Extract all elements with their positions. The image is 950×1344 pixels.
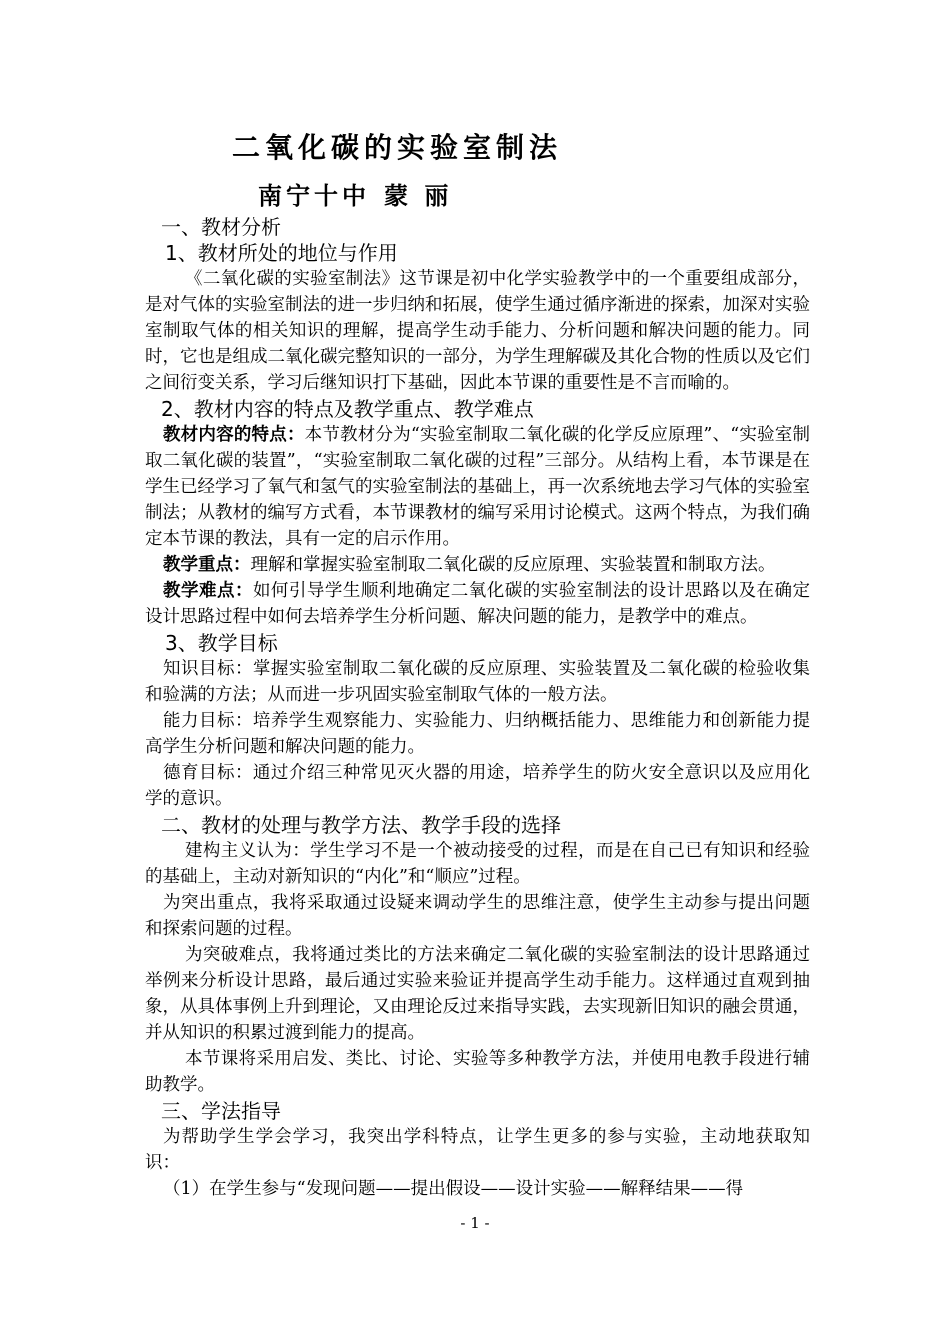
difficulty-label: 教学难点： xyxy=(163,581,253,601)
author-line xyxy=(258,176,452,211)
paragraph-study-item-1: （1）在学生参与“发现问题——提出假设——设计实验——解释结果——得 xyxy=(163,1179,744,1199)
paragraph-teaching-difficulty xyxy=(145,578,810,630)
section-heading-3: 三、学法指导 xyxy=(161,1099,281,1123)
document-title: 二氧化碳的实验室制法 xyxy=(232,131,563,164)
author-name: 蒙 丽 xyxy=(384,181,453,210)
section-heading-1: 一、教材分析 xyxy=(161,215,281,239)
features-label: 教材内容的特点： xyxy=(163,425,305,445)
paragraph-constructivism: 建构主义认为：学生学习不是一个被动接受的过程，而是在自己已有知识和经验的基础上，主动对新知识的“内化”和“顺应”过程。 xyxy=(145,841,810,887)
paragraph-teaching-focus xyxy=(145,552,810,578)
paragraph-content-features xyxy=(145,422,810,552)
difficulty-text: 如何引导学生顺利地确定二氧化碳的实验室制法的设计思路以及在确定设计思路过程中如何去培养学生分析问题、解决问题的能力，是教学中的难点。 xyxy=(145,581,811,627)
author-school: 南宁十中 xyxy=(258,181,370,210)
focus-text: 理解和掌握实验室制取二氧化碳的反应原理、实验装置和制取方法。 xyxy=(250,555,776,575)
paragraph-moral-goal: 德育目标：通过介绍三种常见灭火器的用途，培养学生的防火安全意识以及应用化学的意识。 xyxy=(145,763,810,809)
features-text: 本节教材分为“实验室制取二氧化碳的化学反应原理”、“实验室制取二氧化碳的装置”，“实验室制取二氧化碳的过程”三部分。从结构上看，本节课是在学生已经学习了氧气和氢气的实验室制法的基础上，再一次系统地去学习气体的实验室制法；从教材的编写方式看，本节课教材的编写采用讨论模式。这两个特点，为我们确定本节课的教法，具有一定的启示作用。 xyxy=(145,425,810,549)
subsection-heading-1-2: 2、教材内容的特点及教学重点、教学难点 xyxy=(161,397,534,421)
subsection-heading-1-1: 1、教材所处的地位与作用 xyxy=(165,241,398,265)
paragraph-break-difficulty: 为突破难点，我将通过类比的方法来确定二氧化碳的实验室制法的设计思路通过举例来分析设计思路，最后通过实验来验证并提高学生动手能力。这样通过直观到抽象，从具体事例上升到理论，又由理论反过来指导实践，去实现新旧知识的融会贯通，并从知识的积累过渡到能力的提高。 xyxy=(145,945,810,1043)
document-body xyxy=(145,214,810,1202)
paragraph-highlight-focus: 为突出重点，我将采取通过设疑来调动学生的思维注意，使学生主动参与提出问题和探索问题的过程。 xyxy=(145,893,810,939)
page-number: - 1 - xyxy=(460,1214,490,1232)
paragraph-study-guidance: 为帮助学生学会学习，我突出学科特点，让学生更多的参与实验，主动地获取知识： xyxy=(145,1127,810,1173)
paragraph-ability-goal: 能力目标：培养学生观察能力、实验能力、归纳概括能力、思维能力和创新能力提高学生分析问题和解决问题的能力。 xyxy=(145,711,810,757)
section-heading-2: 二、教材的处理与教学方法、教学手段的选择 xyxy=(161,813,561,837)
focus-label: 教学重点： xyxy=(163,555,251,575)
subsection-heading-1-3: 3、教学目标 xyxy=(165,631,278,655)
paragraph-teaching-methods: 本节课将采用启发、类比、讨论、实验等多种教学方法，并使用电教手段进行辅助教学。 xyxy=(145,1049,810,1095)
paragraph-status-role: 《二氧化碳的实验室制法》这节课是初中化学实验教学中的一个重要组成部分，是对气体的实验室制法的进一步归纳和拓展，使学生通过循序渐进的探索，加深对实验室制取气体的相关知识的理解，提高学生动手能力、分析问题和解决问题的能力。同时，它也是组成二氧化碳完整知识的一部分，为学生理解碳及其化合物的性质以及它们之间衍变关系，学习后继知识打下基础，因此本节课的重要性是不言而喻的。 xyxy=(145,269,810,393)
paragraph-knowledge-goal: 知识目标：掌握实验室制取二氧化碳的反应原理、实验装置及二氧化碳的检验收集和验满的方法；从而进一步巩固实验室制取气体的一般方法。 xyxy=(145,659,810,705)
